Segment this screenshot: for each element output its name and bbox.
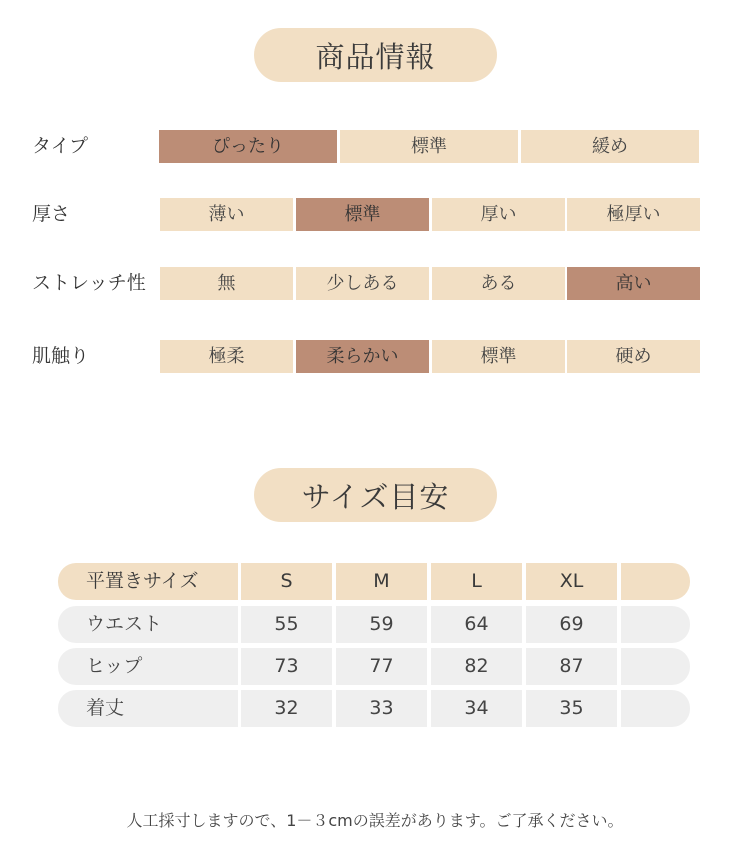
table-cell: 64	[431, 606, 522, 643]
table-cell: 35	[526, 690, 617, 727]
row-label-waist: ウエスト	[86, 613, 163, 635]
thickness-option-very-thick: 極厚い	[567, 198, 700, 231]
product-info-title	[254, 28, 497, 82]
table-cell: 69	[526, 606, 617, 643]
texture-option-soft: 柔らかい	[296, 340, 429, 373]
table-row	[58, 690, 690, 727]
header-cell-m: M	[336, 563, 427, 600]
table-cell	[621, 606, 690, 643]
type-option-fitted: ぴったり	[159, 130, 337, 163]
row-label-cell	[58, 648, 238, 685]
stretch-option-slight: 少しある	[296, 267, 429, 300]
table-cell: 59	[336, 606, 427, 643]
table-cell: 34	[431, 690, 522, 727]
table-cell: 77	[336, 648, 427, 685]
table-cell: 55	[241, 606, 332, 643]
attr-label-thickness: 厚さ	[32, 203, 71, 225]
table-cell: 73	[241, 648, 332, 685]
attr-label-type: タイプ	[32, 135, 89, 157]
stretch-option-none: 無	[160, 267, 293, 300]
table-cell: 32	[241, 690, 332, 727]
thickness-option-thin: 薄い	[160, 198, 293, 231]
header-cell-xl: XL	[526, 563, 617, 600]
stretch-option-yes: ある	[432, 267, 565, 300]
table-cell: 82	[431, 648, 522, 685]
row-label-length: 着丈	[86, 697, 125, 719]
measurement-note: 人工採寸しますので、1－３cmの誤差があります。ご了承ください。	[126, 811, 624, 830]
row-label-hip: ヒップ	[86, 655, 143, 677]
table-cell	[621, 690, 690, 727]
thickness-option-thick: 厚い	[432, 198, 565, 231]
type-option-loose: 緩め	[521, 130, 699, 163]
table-cell: 87	[526, 648, 617, 685]
header-label-text: 平置きサイズ	[86, 570, 199, 592]
table-cell	[621, 648, 690, 685]
attr-label-stretch: ストレッチ性	[32, 272, 146, 294]
type-option-standard: 標準	[340, 130, 518, 163]
attr-label-texture: 肌触り	[32, 345, 90, 367]
table-row	[58, 606, 690, 643]
header-cell-l: L	[431, 563, 522, 600]
texture-option-standard: 標準	[432, 340, 565, 373]
product-info-title-text: 商品情報	[315, 39, 436, 74]
stretch-option-high: 高い	[567, 267, 700, 300]
texture-option-firm: 硬め	[567, 340, 700, 373]
row-label-cell	[58, 606, 238, 643]
header-cell-label	[58, 563, 238, 600]
table-row	[58, 648, 690, 685]
size-guide-title-text: サイズ目安	[301, 479, 450, 514]
header-cell-s: S	[241, 563, 332, 600]
thickness-option-standard: 標準	[296, 198, 429, 231]
size-guide-title	[254, 468, 497, 522]
table-cell: 33	[336, 690, 427, 727]
row-label-cell	[58, 690, 238, 727]
header-cell-empty	[621, 563, 690, 600]
size-table-header	[58, 563, 690, 600]
texture-option-very-soft: 極柔	[160, 340, 293, 373]
